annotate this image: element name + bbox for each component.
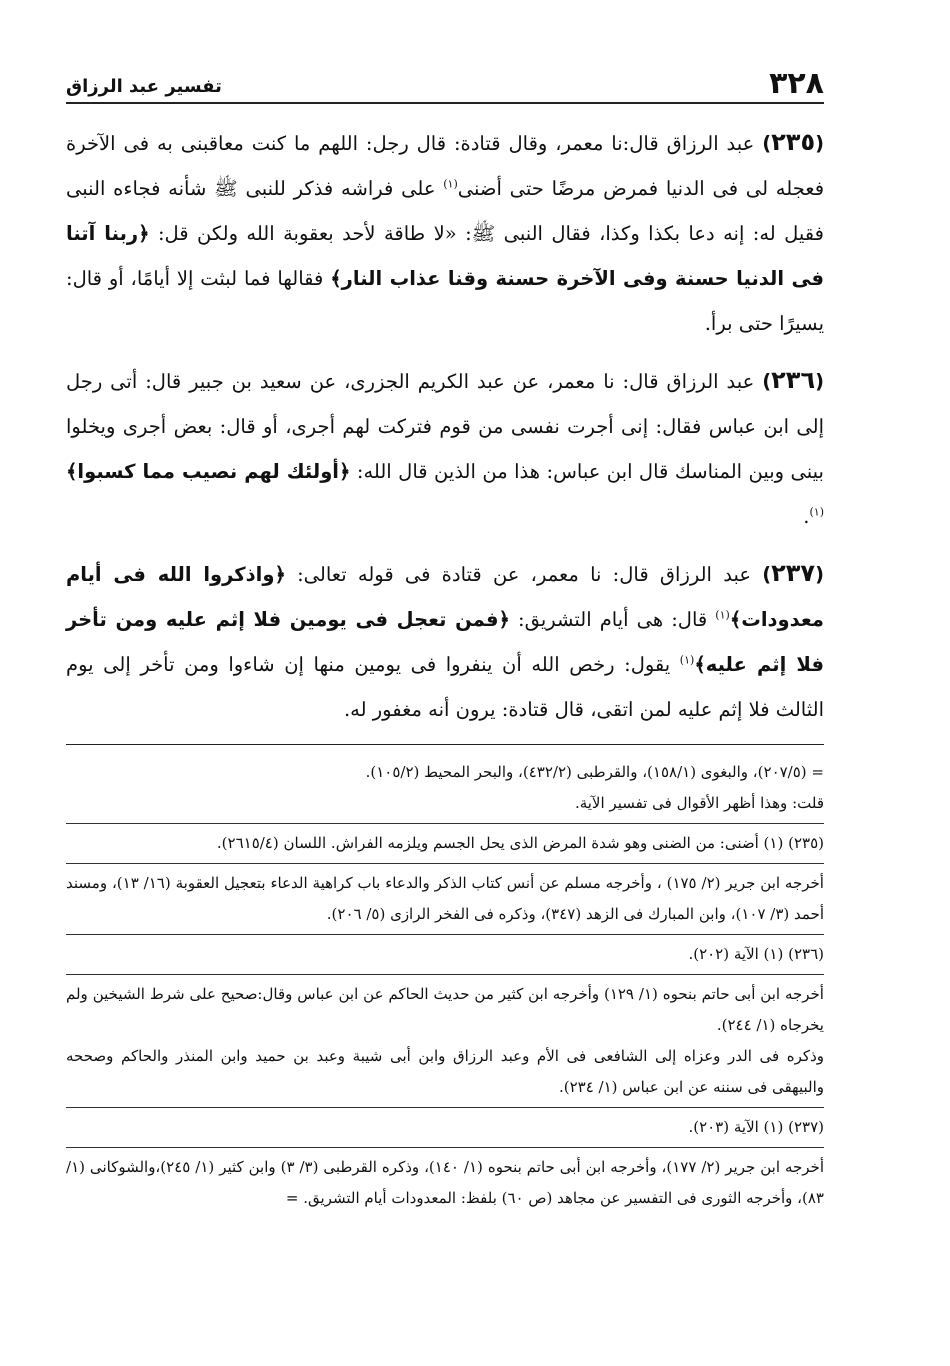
- entry-text: يقول: رخص الله أن ينفروا فى يومين منها إن شاءوا ومن تأخر إلى يوم الثالث فلا إثم عليه لمن اتقى، قال قتادة: يرون أنه مغفور له.: [66, 653, 824, 721]
- footnote-line: أخرجه ابن أبى حاتم بنحوه (١/ ١٢٩) وأخرجه ابن كثير من حديث الحاكم عن ابن عباس وقال:صحيح على شرط الشيخين ولم يخرجاه (١/ ٢٤٤).: [66, 985, 824, 1034]
- entry-text: قال: هى أيام التشريق:: [509, 608, 716, 631]
- entry-text: .: [803, 505, 810, 528]
- footnote-separator: [66, 934, 824, 935]
- quran-quote: ﴿واذكروا الله فى أيام معدودات﴾: [66, 563, 824, 631]
- footnote-separator: [66, 1147, 824, 1148]
- entry-number: (٢٣٥): [762, 128, 825, 156]
- page-header: [66, 58, 824, 104]
- footnote-line: أخرجه ابن جرير (٢/ ١٧٥) ، وأخرجه مسلم عن أنس كتاب الذكر والدعاء باب كراهية الدعاء بتعجيل العقوبة (١٦/ ١٣)، ومسند أحمد (٣/ ١٠٧)، وابن المبارك فى الزهد (٣٤٧)، وذكره فى الفخر الرازى (٥/ ٢٠٦).: [66, 874, 824, 923]
- entry-text: على فراشه فذكر للنبى ﷺ شأنه فجاءه النبى فقيل له: إنه دعا بكذا وكذا، فقال النبى ﷺ: «لا طاقة لأحد بعقوبة الله ولكن قل:: [66, 177, 824, 245]
- footnote-carry-line: قلت: وهذا أظهر الأقوال فى تفسير الآية.: [574, 794, 824, 812]
- entry-text: عبد الرزاق قال: نا معمر، عن قتادة فى قوله تعالى:: [285, 563, 751, 586]
- entry-number: (٢٣٧): [762, 559, 824, 587]
- footnote-line: أخرجه ابن جرير (٢/ ١٧٧)، وأخرجه ابن أبى حاتم بنحوه (١/ ١٤٠)، وذكره القرطبى (٣/ ٣) وابن كثير (١/ ٢٤٥)،والشوكانى (١/ ٨٣)، وأخرجه الثورى فى التفسير عن مجاهد (ص ٦٠) بلفظ: المعدودات أيام التشريق. =: [66, 1158, 824, 1207]
- quran-quote: ﴿أولئك لهم نصيب مما كسبوا﴾: [66, 460, 351, 483]
- footnotes: [66, 757, 824, 1214]
- footnote-head-235: (٢٣٥) (١) أضنى: من الضنى وهو شدة المرض الذى يحل الجسم ويلزمه الفراش. اللسان (٢٦١٥/٤).: [216, 834, 824, 852]
- footnote-separator: [66, 863, 824, 864]
- footnote-ref[interactable]: (١): [715, 608, 730, 622]
- footnote-divider: [66, 744, 824, 745]
- entry-text: عبد الرزاق قال:نا معمر، وقال قتادة: قال رجل: اللهم ما كنت معاقبنى به فى الآخرة فعجله لى فى الدنيا فمرض مرضًا حتى أضنى: [66, 132, 825, 200]
- entry-235: [66, 120, 824, 346]
- quran-quote: ﴿فمن تعجل فى يومين فلا إثم عليه ومن تأخر فلا إثم عليه﴾: [66, 608, 824, 676]
- entry-236: [66, 358, 824, 539]
- footnote-ref[interactable]: (١): [679, 653, 695, 667]
- entry-number: (٢٣٦): [762, 366, 825, 394]
- footnote-head-237: (٢٣٧) (١) الآية (٢٠٣).: [688, 1118, 824, 1136]
- continuation-mark: =: [285, 1189, 299, 1207]
- running-title: تفسير عبد الرزاق: [66, 76, 222, 97]
- entry-text: عبد الرزاق قال: نا معمر، عن عبد الكريم الجزرى، عن سعيد بن جبير قال: أتى رجل إلى ابن عباس فقال: إنى أجرت نفسى من قوم فتركت لهم أجرى، أو قال: بعض أجرى ويخلوا بينى وبين المناسك قال ابن عباس: هذا من الذين قال الله:: [66, 370, 824, 483]
- footnote-separator: [66, 1107, 824, 1108]
- book-page: [66, 58, 824, 1214]
- main-text: [66, 120, 824, 732]
- entry-237: [66, 551, 824, 732]
- footnote-head-236: (٢٣٦) (١) الآية (٢٠٢).: [688, 945, 824, 963]
- entry-text: فقالها فما لبثت إلا أيامًا، أو قال: يسيرًا حتى برأ.: [66, 267, 824, 335]
- footnote-separator: [66, 974, 824, 975]
- footnote-separator: [66, 823, 824, 824]
- quran-quote: ﴿ربنا آتنا فى الدنيا حسنة وفى الآخرة حسنة وقنا عذاب النار﴾: [66, 222, 824, 290]
- footnote-line: وذكره فى الدر وعزاه إلى الشافعى فى الأم وعبد الرزاق وابن أبى شيبة وعبد بن حميد وابن المنذر والحاكم وصححه والبيهقى فى سننه عن ابن عباس (١/ ٢٣٤).: [66, 1047, 824, 1096]
- footnote-ref[interactable]: (١): [809, 505, 824, 519]
- footnote-ref[interactable]: (١): [443, 177, 458, 191]
- footnote-carry-line: = (٢٠٧/٥)، والبغوى (١٥٨/١)، والقرطبى (٤٣٢/٢)، والبحر المحيط (١٠٥/٢).: [365, 763, 824, 781]
- page-number: ٣٢٨: [769, 66, 824, 101]
